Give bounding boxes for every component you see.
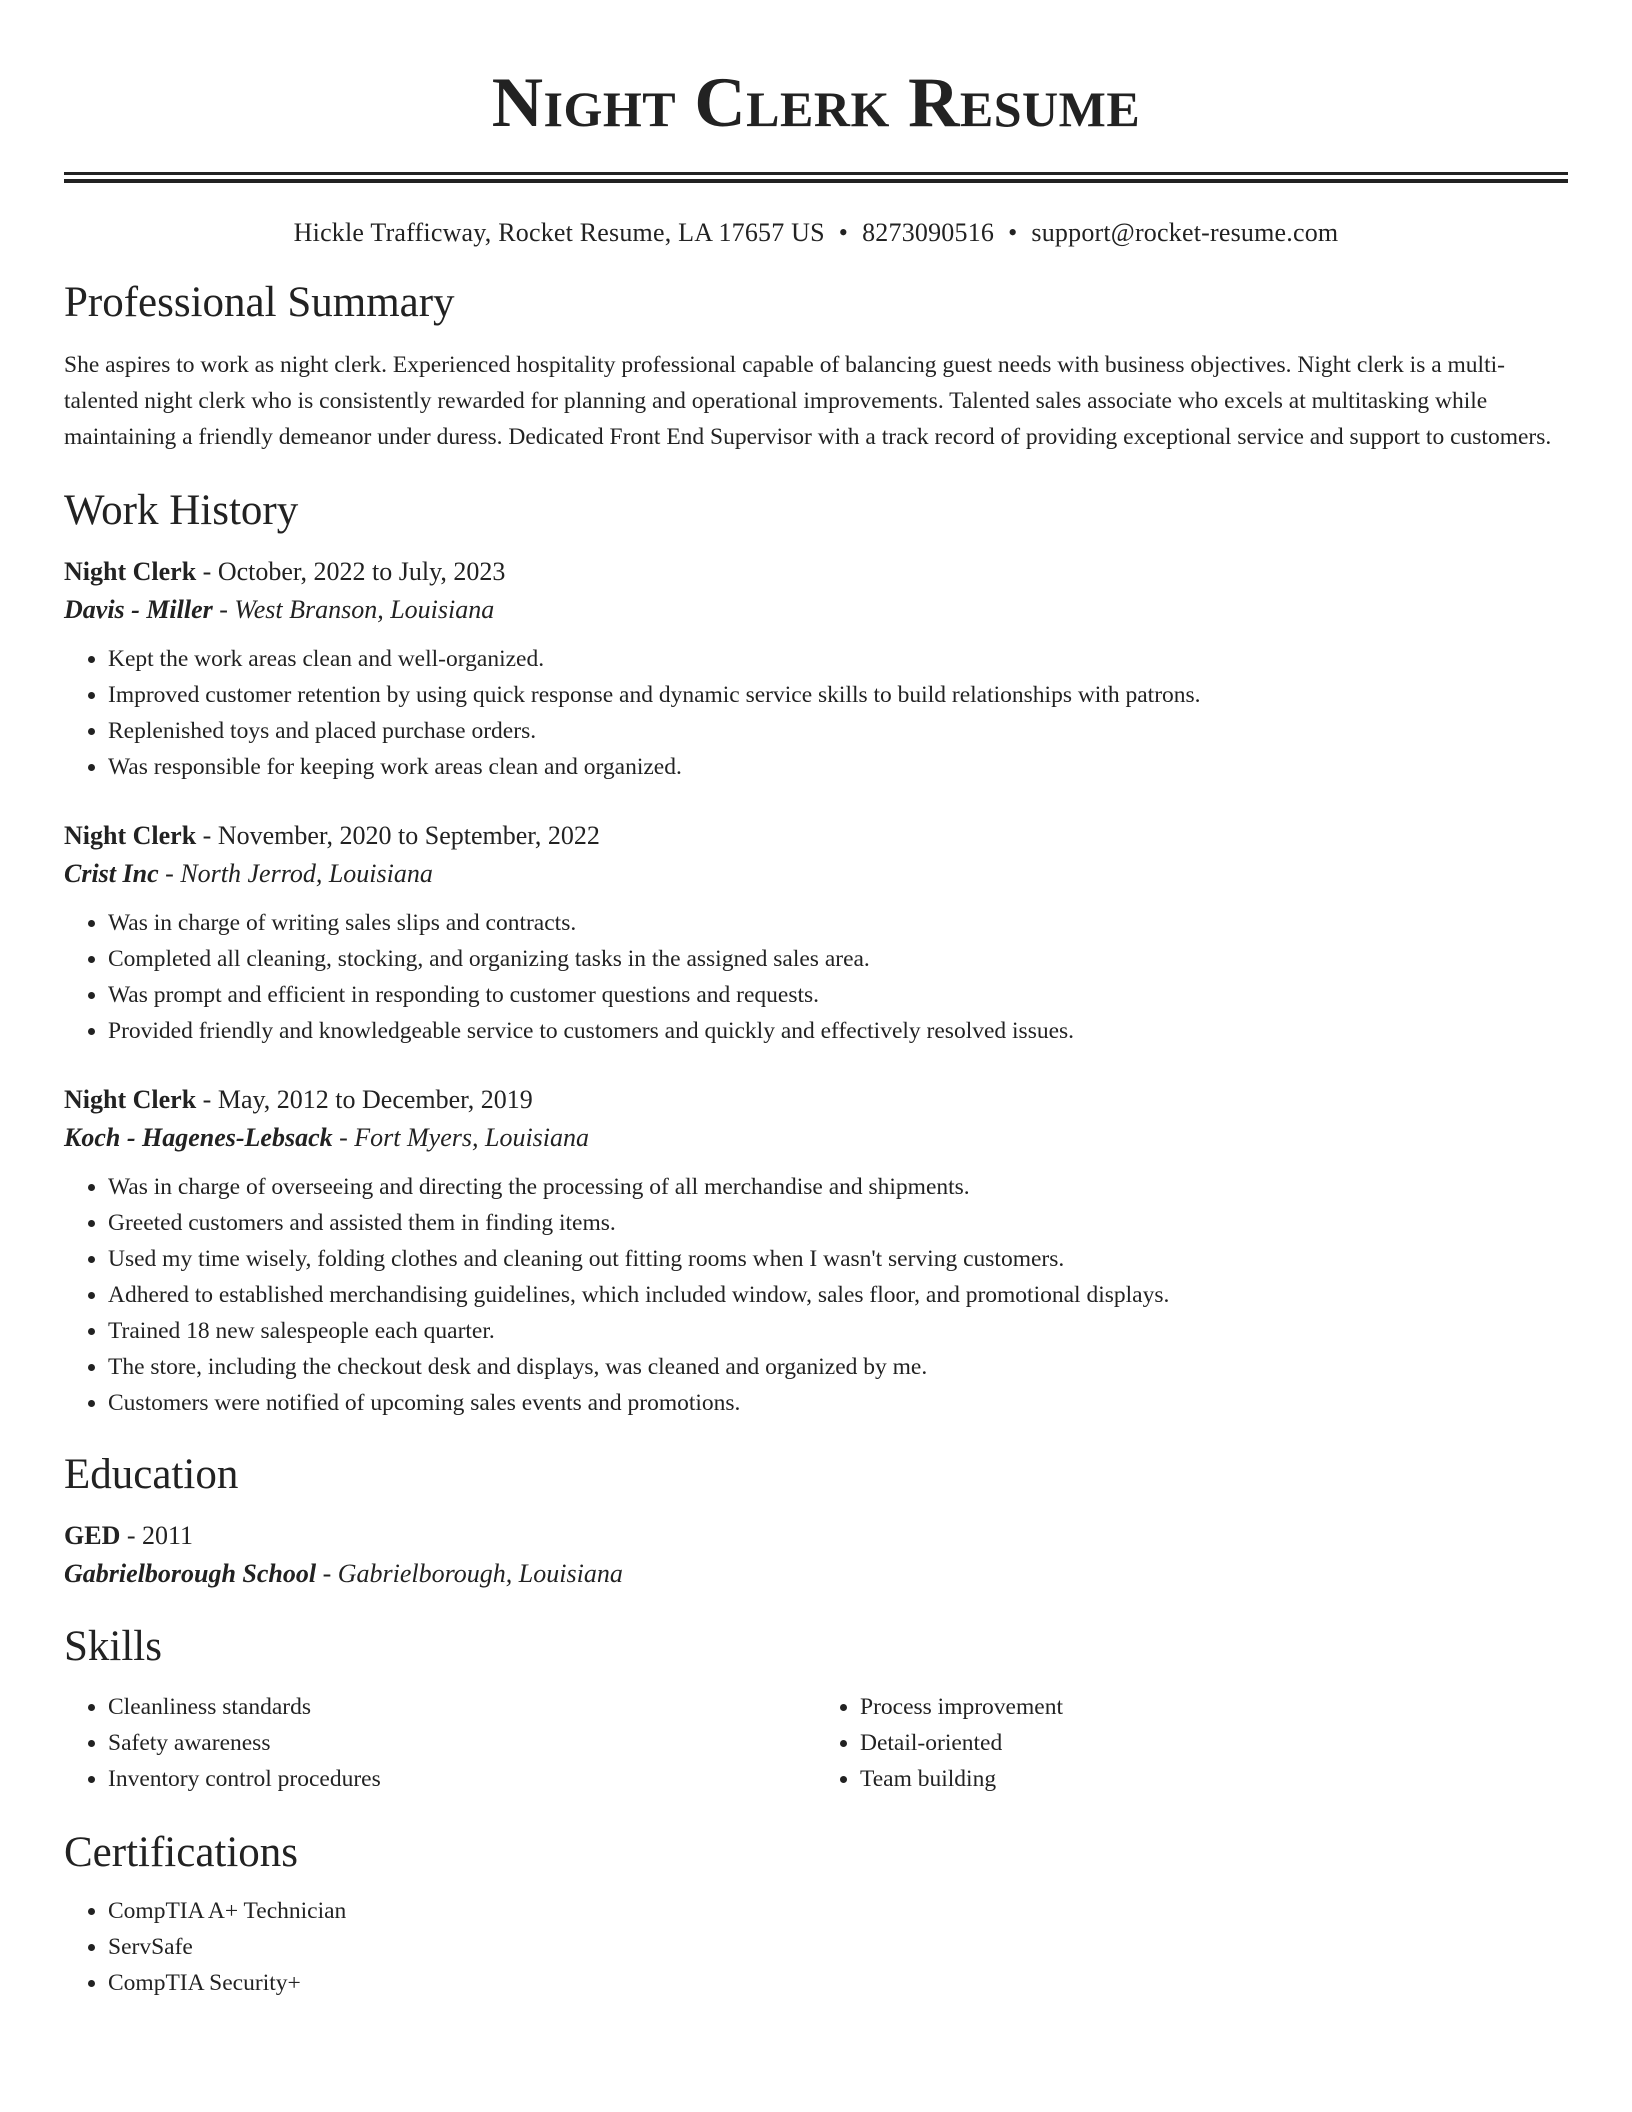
job-duty: • Was prompt and efficient in responding to customer questions and requests. xyxy=(108,977,1568,1013)
skills-heading: Skills xyxy=(64,1623,162,1670)
skill-item: • Cleanliness standards xyxy=(108,1689,816,1725)
employer-line xyxy=(64,591,1568,629)
graduation-year: - 2011 xyxy=(120,1521,194,1550)
employer-name: Koch - Hagenes-Lebsack xyxy=(64,1123,333,1152)
job-duty: • Adhered to established merchandising guidelines, which included window, sales floor, and promotional displays. xyxy=(108,1277,1568,1313)
job-duty: • Kept the work areas clean and well-organized. xyxy=(108,641,1568,677)
job-duties-list xyxy=(64,905,1568,1049)
job-duty: • Was in charge of overseeing and directing the processing of all merchandise and shipments. xyxy=(108,1169,1568,1205)
contact-separator: • xyxy=(1008,218,1018,247)
job-duty: • Improved customer retention by using quick response and dynamic service skills to build relationships with patrons. xyxy=(108,677,1568,713)
job-title-line xyxy=(64,1081,1568,1119)
education-heading: Education xyxy=(64,1451,239,1498)
contact-separator: • xyxy=(838,218,849,247)
employer-line xyxy=(64,855,1568,893)
job-title: Night Clerk xyxy=(64,821,197,850)
job-entry xyxy=(64,817,1568,1049)
job-duty: • Trained 18 new salespeople each quarter. xyxy=(108,1313,1568,1349)
certifications-list xyxy=(64,1893,1568,2001)
school-location: - Gabrielborough, Louisiana xyxy=(316,1559,623,1588)
job-duty: • Was in charge of writing sales slips and contracts. xyxy=(108,905,1568,941)
job-duty: • Customers were notified of upcoming sales events and promotions. xyxy=(108,1385,1568,1421)
job-duty: • Replenished toys and placed purchase orders. xyxy=(108,713,1568,749)
job-duties-list xyxy=(64,641,1568,785)
contact-email: support@rocket-resume.com xyxy=(1031,218,1339,247)
certification-item: • CompTIA Security+ xyxy=(108,1965,1568,2001)
education-entry xyxy=(64,1517,1568,1593)
skill-item: • Team building xyxy=(860,1761,1568,1797)
title-divider xyxy=(64,172,1568,183)
contact-phone: 8273090516 xyxy=(862,218,995,247)
employer-name: Davis - Miller xyxy=(64,595,213,624)
contact-address: Hickle Trafficway, Rocket Resume, LA 17657 US xyxy=(293,218,825,247)
certification-item: • CompTIA A+ Technician xyxy=(108,1893,1568,1929)
school-line xyxy=(64,1555,1568,1593)
job-dates: - October, 2022 to July, 2023 xyxy=(196,557,506,586)
skill-item: • Detail-oriented xyxy=(860,1725,1568,1761)
employer-line xyxy=(64,1119,1568,1157)
certification-item: • ServSafe xyxy=(108,1929,1568,1965)
job-entry xyxy=(64,553,1568,785)
certifications-heading: Certifications xyxy=(64,1829,299,1876)
job-title: Night Clerk xyxy=(64,557,197,586)
skills-list-right xyxy=(816,1689,1568,1797)
employer-location: - West Branson, Louisiana xyxy=(212,595,495,624)
job-entry xyxy=(64,1081,1568,1421)
contact-line xyxy=(64,215,1568,251)
skill-item: • Safety awareness xyxy=(108,1725,816,1761)
employer-location: - North Jerrod, Louisiana xyxy=(158,859,433,888)
skill-item: • Inventory control procedures xyxy=(108,1761,816,1797)
job-title: Night Clerk xyxy=(64,1085,197,1114)
job-duty: • Was responsible for keeping work areas clean and organized. xyxy=(108,749,1568,785)
summary-heading: Professional Summary xyxy=(64,279,455,326)
resume-title: Night Clerk Resume xyxy=(491,64,1141,142)
job-duty: • The store, including the checkout desk and displays, was cleaned and organized by me. xyxy=(108,1349,1568,1385)
employer-name: Crist Inc xyxy=(64,859,159,888)
employer-location: - Fort Myers, Louisiana xyxy=(332,1123,590,1152)
skill-item: • Process improvement xyxy=(860,1689,1568,1725)
skills-list-left xyxy=(64,1689,816,1797)
job-title-line xyxy=(64,817,1568,855)
job-duty: • Completed all cleaning, stocking, and organizing tasks in the assigned sales area. xyxy=(108,941,1568,977)
degree: GED xyxy=(64,1521,121,1550)
job-dates: - May, 2012 to December, 2019 xyxy=(196,1085,533,1114)
job-duties-list xyxy=(64,1169,1568,1421)
job-duty: • Provided friendly and knowledgeable service to customers and quickly and effectively resolved issues. xyxy=(108,1013,1568,1049)
skills-grid xyxy=(64,1689,1568,1797)
summary-text: She aspires to work as night clerk. Experienced hospitality professional capable of balancing guest needs with business objectives. Night clerk is a multi-talented night clerk who is consistently rewarded for planning and operational improvements. Talented sales associate who excels at multitasking while maintaining a friendly demeanor under duress. Dedicated Front End Supervisor with a track record of providing exceptional service and support to customers. xyxy=(64,352,1552,450)
work-history-heading: Work History xyxy=(64,487,299,534)
job-duty: • Greeted customers and assisted them in finding items. xyxy=(108,1205,1568,1241)
school-name: Gabrielborough School xyxy=(64,1559,317,1588)
job-title-line xyxy=(64,553,1568,591)
job-duty: • Used my time wisely, folding clothes and cleaning out fitting rooms when I wasn't serving customers. xyxy=(108,1241,1568,1277)
job-dates: - November, 2020 to September, 2022 xyxy=(196,821,600,850)
degree-line xyxy=(64,1517,1568,1555)
